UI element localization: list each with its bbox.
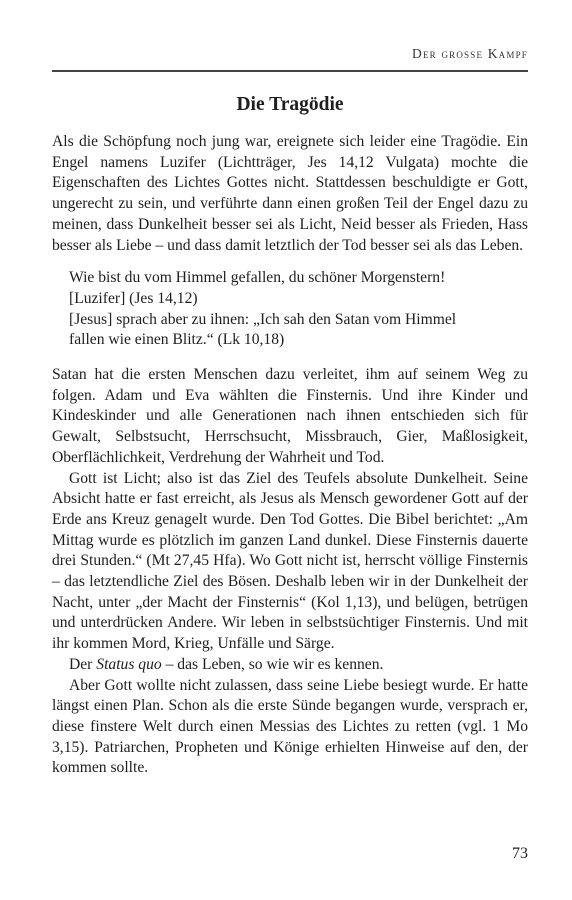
quote-line-1: Wie bist du vom Himmel gefallen, du schöner Morgenstern!: [69, 269, 446, 287]
header-rule: [52, 70, 528, 72]
page-number: 73: [512, 845, 528, 862]
quote-line-4: fallen wie einen Blitz.“ (Lk 10,18): [69, 331, 285, 349]
body-text: [52, 132, 528, 779]
quote-line-3: [Jesus] sprach aber zu ihnen: „Ich sah den Satan vom Himmel: [69, 310, 457, 328]
section-title: Die Tragödie: [236, 94, 344, 115]
quote-line-2: [Luzifer] (Jes 14,12): [69, 289, 198, 307]
status-quo-term: Status quo: [96, 655, 162, 673]
paragraph-4: [52, 655, 528, 676]
paragraph-1: Als die Schöpfung noch jung war, ereignete sich leider eine Tragödie. Ein Engel namens Luzifer (Lichtträger, Jes 14,12 Vulgata) mochte die Eigenschaften des Lichtes Gottes nicht. Stattdessen beschuldigte er Gott, ungerecht zu sein, und verführte dann einen großen Teil der Engel dazu zu meinen, dass Dunkelheit besser sei als Licht, Neid besser als Frieden, Hass besser als Liebe – und dass damit letztlich der Tod besser sei als das Leben.: [52, 133, 528, 254]
p4-lead: Der: [69, 655, 97, 673]
scripture-quote: [69, 268, 528, 351]
running-header: Der grosse Kampf: [412, 46, 528, 61]
p4-rest: – das Leben, so wie wir es kennen.: [161, 655, 384, 673]
paragraph-3: Gott ist Licht; also ist das Ziel des Teufels absolute Dunkelheit. Seine Absicht hatte er fast erreicht, als Jesus als Mensch gewordener Gott auf der Erde ans Kreuz genagelt wurde. Den Tod Gottes. Die Bibel berichtet: „Am Mittag wurde es plötzlich im ganzen Land dunkel. Diese Finsternis dauerte drei Stunden.“ (Mt 27,45 Hfa). Wo Gott nicht ist, herrscht völlige Finsternis – das letztendliche Ziel des Bösen. Deshalb leben wir in der Dunkelheit der Nacht, unter „der Macht der Finsternis“ (Kol 1,13), und belügen, betrügen und unterdrücken Andere. Wir leben in selbstsüchtiger Finsternis. Und mit ihr kommen Mord, Krieg, Unfälle und Särge.: [52, 469, 528, 653]
paragraph-5: Aber Gott wollte nicht zulassen, dass seine Liebe besiegt wurde. Er hatte längst einen Plan. Schon als die erste Sünde begangen wurde, versprach er, diese finstere Welt durch einen Messias des Lichtes zu retten (vgl. 1 Mo 3,15). Patriarchen, Propheten und Könige erhielten Hinweise auf den, der kommen sollte.: [52, 676, 528, 777]
paragraph-2: Satan hat die ersten Menschen dazu verleitet, ihm auf seinem Weg zu folgen. Adam und Eva wählten die Finsternis. Und ihre Kinder und Kindeskinder und alle Generationen nach ihnen entschieden sich für Gewalt, Selbstsucht, Herrschsucht, Missbrauch, Gier, Maßlosigkeit, Oberflächlichkeit, Verdrehung der Wahrheit und Tod.: [52, 366, 528, 466]
